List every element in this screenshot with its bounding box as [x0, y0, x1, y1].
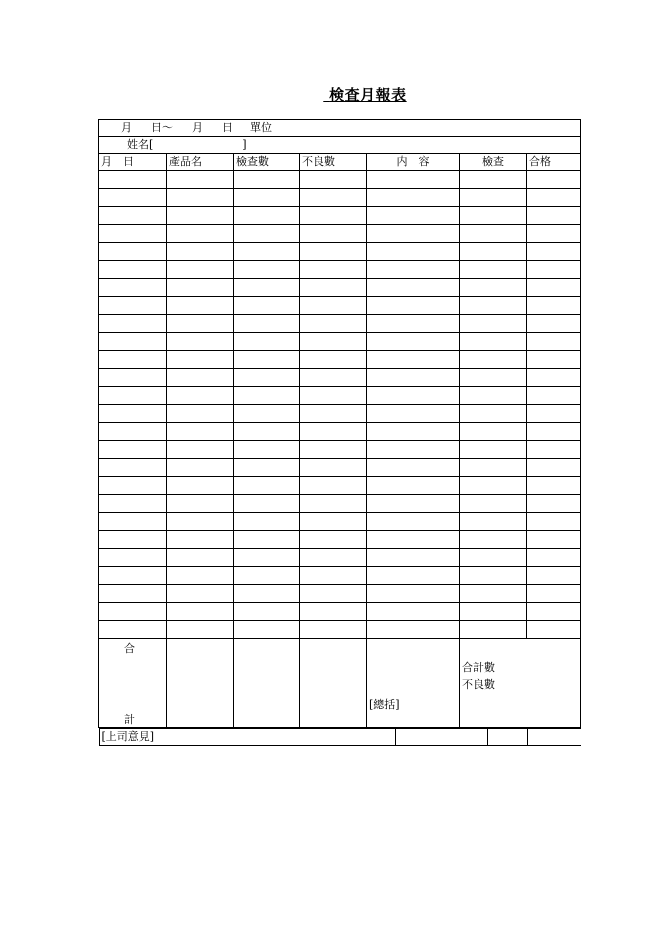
- table-cell[interactable]: [99, 513, 167, 531]
- table-cell[interactable]: [527, 369, 581, 387]
- table-row: [99, 369, 581, 387]
- table-cell[interactable]: [460, 459, 527, 477]
- header-product-name: 產品名: [167, 154, 234, 171]
- header-date: 月 日: [99, 154, 167, 171]
- table-cell[interactable]: [234, 441, 300, 459]
- name-label: 姓名[: [127, 138, 154, 151]
- table-cell[interactable]: [234, 585, 300, 603]
- table-cell[interactable]: [300, 351, 367, 369]
- table-cell[interactable]: [234, 315, 300, 333]
- table-cell[interactable]: [460, 189, 527, 207]
- table-row: [99, 621, 581, 639]
- table-cell[interactable]: [167, 189, 234, 207]
- count-total-label: 合計數: [462, 661, 495, 674]
- table-cell[interactable]: [527, 567, 581, 585]
- table-cell[interactable]: [527, 225, 581, 243]
- table-cell[interactable]: [367, 225, 460, 243]
- table-cell[interactable]: [367, 243, 460, 261]
- table-cell[interactable]: [234, 279, 300, 297]
- total-defect-cell[interactable]: [300, 639, 367, 728]
- table-cell[interactable]: [367, 189, 460, 207]
- table-cell[interactable]: [460, 531, 527, 549]
- table-cell[interactable]: [300, 333, 367, 351]
- table-cell[interactable]: [167, 279, 234, 297]
- header-content: 内 容: [367, 154, 460, 171]
- table-cell[interactable]: [99, 279, 167, 297]
- table-cell[interactable]: [234, 513, 300, 531]
- table-cell[interactable]: [527, 513, 581, 531]
- table-cell[interactable]: [234, 567, 300, 585]
- table-row: [99, 423, 581, 441]
- table-cell[interactable]: [527, 171, 581, 189]
- table-cell[interactable]: [460, 369, 527, 387]
- table-row: [99, 207, 581, 225]
- table-cell[interactable]: [167, 207, 234, 225]
- table-cell[interactable]: [527, 261, 581, 279]
- table-cell[interactable]: [367, 297, 460, 315]
- table-cell[interactable]: [234, 477, 300, 495]
- period-month-start: 月: [121, 121, 132, 134]
- table-cell[interactable]: [460, 261, 527, 279]
- table-cell[interactable]: [167, 423, 234, 441]
- table-cell[interactable]: [167, 477, 234, 495]
- table-cell[interactable]: [234, 531, 300, 549]
- table-row: [99, 297, 581, 315]
- table-cell[interactable]: [367, 603, 460, 621]
- table-cell[interactable]: [460, 387, 527, 405]
- table-cell[interactable]: [99, 261, 167, 279]
- table-cell[interactable]: [460, 603, 527, 621]
- table-cell[interactable]: [99, 333, 167, 351]
- table-row: [99, 441, 581, 459]
- table-cell[interactable]: [367, 351, 460, 369]
- table-cell[interactable]: [99, 603, 167, 621]
- table-cell[interactable]: [460, 513, 527, 531]
- table-cell[interactable]: [234, 333, 300, 351]
- table-cell[interactable]: [527, 459, 581, 477]
- page-title: 検査月報表: [329, 86, 407, 104]
- table-cell[interactable]: [460, 171, 527, 189]
- table-cell[interactable]: [527, 297, 581, 315]
- table-cell[interactable]: [300, 441, 367, 459]
- total-label-cell: [99, 639, 167, 728]
- table-cell[interactable]: [527, 387, 581, 405]
- table-row: [99, 279, 581, 297]
- table-cell[interactable]: [300, 477, 367, 495]
- table-cell[interactable]: [527, 495, 581, 513]
- table-cell[interactable]: [367, 495, 460, 513]
- table-cell[interactable]: [167, 225, 234, 243]
- table-cell[interactable]: [300, 315, 367, 333]
- table-cell[interactable]: [167, 459, 234, 477]
- table-row: [99, 315, 581, 333]
- table-cell[interactable]: [367, 531, 460, 549]
- table-cell[interactable]: [300, 621, 367, 639]
- table-cell[interactable]: [167, 495, 234, 513]
- table-cell[interactable]: [234, 207, 300, 225]
- table-cell[interactable]: [234, 405, 300, 423]
- table-cell[interactable]: [367, 279, 460, 297]
- period-month-end: 月: [192, 121, 203, 134]
- period-day-end: 日: [222, 121, 233, 134]
- table-cell[interactable]: [367, 261, 460, 279]
- table-cell[interactable]: [99, 297, 167, 315]
- table-row: [99, 225, 581, 243]
- table-cell[interactable]: [367, 369, 460, 387]
- inspection-report-table: [98, 119, 581, 746]
- table-cell[interactable]: [99, 441, 167, 459]
- table-cell[interactable]: [300, 405, 367, 423]
- table-cell[interactable]: [234, 297, 300, 315]
- table-cell[interactable]: [167, 261, 234, 279]
- table-cell[interactable]: [99, 477, 167, 495]
- table-cell[interactable]: [527, 405, 581, 423]
- table-cell[interactable]: [460, 351, 527, 369]
- table-cell[interactable]: [300, 567, 367, 585]
- table-cell[interactable]: [367, 315, 460, 333]
- header-row: [99, 154, 581, 171]
- table-cell[interactable]: [527, 441, 581, 459]
- table-cell[interactable]: [167, 243, 234, 261]
- table-cell[interactable]: [367, 549, 460, 567]
- table-cell[interactable]: [167, 441, 234, 459]
- header-defect-count: 不良數: [300, 154, 367, 171]
- comment-cell-4[interactable]: [527, 729, 581, 746]
- table-row: [99, 567, 581, 585]
- table-cell[interactable]: [234, 171, 300, 189]
- table-cell[interactable]: [234, 369, 300, 387]
- table-cell[interactable]: [527, 315, 581, 333]
- table-cell[interactable]: [99, 171, 167, 189]
- table-cell[interactable]: [167, 531, 234, 549]
- total-product-cell[interactable]: [167, 639, 234, 728]
- total-inspected-cell[interactable]: [234, 639, 300, 728]
- table-cell[interactable]: [99, 225, 167, 243]
- table-cell[interactable]: [99, 351, 167, 369]
- table-cell[interactable]: [367, 405, 460, 423]
- table-cell[interactable]: [460, 621, 527, 639]
- table-cell[interactable]: [167, 387, 234, 405]
- table-cell[interactable]: [167, 405, 234, 423]
- table-cell[interactable]: [460, 567, 527, 585]
- table-cell[interactable]: [367, 171, 460, 189]
- table-cell[interactable]: [367, 459, 460, 477]
- period-row: [99, 120, 581, 137]
- table-row: [99, 333, 581, 351]
- name-cell[interactable]: [99, 137, 581, 154]
- table-cell[interactable]: [167, 369, 234, 387]
- table-cell[interactable]: [527, 549, 581, 567]
- table-cell[interactable]: [367, 387, 460, 405]
- table-cell[interactable]: [460, 297, 527, 315]
- table-cell[interactable]: [167, 549, 234, 567]
- table-cell[interactable]: [300, 459, 367, 477]
- summary-cell[interactable]: [367, 639, 460, 728]
- table-cell[interactable]: [367, 567, 460, 585]
- unit-label: 單位: [250, 121, 272, 134]
- table-cell[interactable]: [300, 423, 367, 441]
- total-label-bottom: 計: [124, 713, 135, 726]
- table-cell[interactable]: [167, 513, 234, 531]
- name-row: [99, 137, 581, 154]
- table-cell[interactable]: [167, 315, 234, 333]
- table-cell[interactable]: [167, 585, 234, 603]
- table-row: [99, 603, 581, 621]
- table-cell[interactable]: [527, 207, 581, 225]
- table-cell[interactable]: [527, 243, 581, 261]
- table-cell[interactable]: [300, 531, 367, 549]
- count-defect-label: 不良數: [462, 678, 495, 691]
- table-cell[interactable]: [234, 621, 300, 639]
- table-row: [99, 405, 581, 423]
- table-cell[interactable]: [300, 495, 367, 513]
- table-cell[interactable]: [460, 405, 527, 423]
- table-row: [99, 531, 581, 549]
- table-cell[interactable]: [99, 369, 167, 387]
- table-cell[interactable]: [460, 423, 527, 441]
- table-cell[interactable]: [460, 549, 527, 567]
- table-cell[interactable]: [300, 189, 367, 207]
- table-cell[interactable]: [460, 207, 527, 225]
- table-cell[interactable]: [460, 315, 527, 333]
- table-row: [99, 477, 581, 495]
- table-cell[interactable]: [527, 189, 581, 207]
- table-cell[interactable]: [460, 279, 527, 297]
- table-cell[interactable]: [99, 621, 167, 639]
- table-cell[interactable]: [99, 243, 167, 261]
- table-row: [99, 351, 581, 369]
- supervisor-opinion-label: [上司意見]: [101, 730, 155, 743]
- table-row: [99, 513, 581, 531]
- table-cell[interactable]: [99, 315, 167, 333]
- total-row: [99, 639, 581, 728]
- table-cell[interactable]: [300, 207, 367, 225]
- table-cell[interactable]: [167, 603, 234, 621]
- table-cell[interactable]: [234, 351, 300, 369]
- table-row: [99, 189, 581, 207]
- table-cell[interactable]: [527, 621, 581, 639]
- table-cell[interactable]: [167, 567, 234, 585]
- table-cell[interactable]: [460, 441, 527, 459]
- table-row: [99, 585, 581, 603]
- period-cell[interactable]: [99, 120, 581, 137]
- table-cell[interactable]: [234, 243, 300, 261]
- name-bracket-close: ]: [242, 138, 247, 151]
- table-cell[interactable]: [527, 423, 581, 441]
- table-cell[interactable]: [527, 603, 581, 621]
- table-cell[interactable]: [367, 333, 460, 351]
- table-cell[interactable]: [367, 513, 460, 531]
- table-cell[interactable]: [460, 243, 527, 261]
- total-label-top: 合: [124, 642, 135, 655]
- table-cell[interactable]: [300, 549, 367, 567]
- table-cell[interactable]: [460, 495, 527, 513]
- counts-cell[interactable]: [460, 639, 581, 728]
- table-cell[interactable]: [300, 513, 367, 531]
- table-row: [99, 495, 581, 513]
- table-cell[interactable]: [167, 351, 234, 369]
- table-cell[interactable]: [99, 405, 167, 423]
- table-row: [99, 549, 581, 567]
- table-cell[interactable]: [460, 585, 527, 603]
- table-cell[interactable]: [234, 423, 300, 441]
- table-cell[interactable]: [527, 477, 581, 495]
- summary-label: [總括]: [369, 698, 400, 711]
- table-cell[interactable]: [367, 423, 460, 441]
- table-cell[interactable]: [300, 387, 367, 405]
- table-cell[interactable]: [234, 261, 300, 279]
- table-cell[interactable]: [527, 351, 581, 369]
- table-cell[interactable]: [367, 207, 460, 225]
- table-cell[interactable]: [367, 621, 460, 639]
- table-cell[interactable]: [234, 189, 300, 207]
- header-pass: 合格: [527, 154, 581, 171]
- table-cell[interactable]: [300, 369, 367, 387]
- table-cell[interactable]: [99, 567, 167, 585]
- table-cell[interactable]: [234, 459, 300, 477]
- table-cell[interactable]: [234, 549, 300, 567]
- table-cell[interactable]: [460, 333, 527, 351]
- table-row: [99, 261, 581, 279]
- table-cell[interactable]: [167, 333, 234, 351]
- table-cell[interactable]: [99, 207, 167, 225]
- table-cell[interactable]: [367, 441, 460, 459]
- table-cell[interactable]: [234, 495, 300, 513]
- table-cell[interactable]: [167, 171, 234, 189]
- table-cell[interactable]: [300, 603, 367, 621]
- table-cell[interactable]: [527, 279, 581, 297]
- table-row: [99, 171, 581, 189]
- table-cell[interactable]: [99, 423, 167, 441]
- table-cell[interactable]: [300, 297, 367, 315]
- period-day-start: 日～: [151, 121, 173, 134]
- table-row: [99, 387, 581, 405]
- table-cell[interactable]: [460, 477, 527, 495]
- table-cell[interactable]: [367, 477, 460, 495]
- table-cell[interactable]: [300, 261, 367, 279]
- table-cell[interactable]: [527, 333, 581, 351]
- header-inspection: 檢查: [460, 154, 527, 171]
- table-cell[interactable]: [300, 171, 367, 189]
- table-cell[interactable]: [367, 585, 460, 603]
- table-cell[interactable]: [234, 603, 300, 621]
- table-row: [99, 459, 581, 477]
- table-cell[interactable]: [300, 225, 367, 243]
- table-cell[interactable]: [234, 225, 300, 243]
- table-cell[interactable]: [99, 495, 167, 513]
- table-cell[interactable]: [99, 531, 167, 549]
- comment-row: [99, 728, 581, 747]
- table-cell[interactable]: [99, 387, 167, 405]
- table-cell[interactable]: [99, 549, 167, 567]
- table-cell[interactable]: [99, 585, 167, 603]
- table-cell[interactable]: [460, 225, 527, 243]
- table-cell[interactable]: [300, 585, 367, 603]
- comment-cell-2[interactable]: [395, 729, 487, 746]
- table-cell[interactable]: [99, 189, 167, 207]
- table-cell[interactable]: [234, 387, 300, 405]
- comment-cell-3[interactable]: [487, 729, 527, 746]
- table-cell[interactable]: [527, 585, 581, 603]
- table-cell[interactable]: [527, 531, 581, 549]
- table-cell[interactable]: [99, 459, 167, 477]
- table-cell[interactable]: [300, 243, 367, 261]
- table-cell[interactable]: [167, 297, 234, 315]
- table-row: [99, 243, 581, 261]
- supervisor-opinion-cell[interactable]: [99, 729, 395, 746]
- table-cell[interactable]: [167, 621, 234, 639]
- table-cell[interactable]: [300, 279, 367, 297]
- header-inspected-count: 檢查數: [234, 154, 300, 171]
